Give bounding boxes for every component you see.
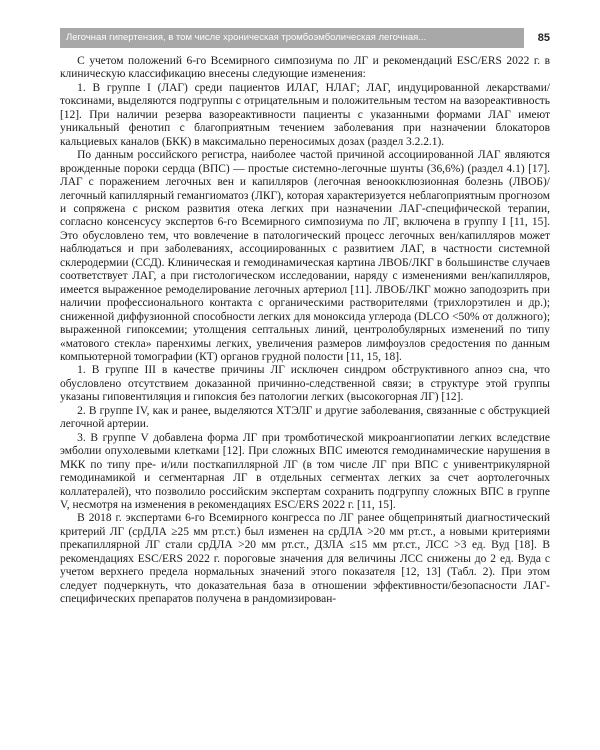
body-text <box>60 55 550 607</box>
paragraph: В 2018 г. экспертами 6-го Всемирного конгресса по ЛГ ранее общепринятый диагностический критерий ЛГ (срДЛА ≥25 мм рт.ст.) был изменен на срДЛА >20 мм рт.ст., а новыми критериями прекапиллярной ЛГ стали срДЛА >20 мм рт.ст., ДЗЛА ≤15 мм рт.ст., ЛСС >3 ед. Вуд [18]. В рекомендациях ESC/ERS 2022 г. пороговые значения для величины ЛСС снижены до 2 ед. Вуда с учетом верхнего предела нормальных значений этого показателя [12, 13] (Табл. 2). При этом следует подчеркнуть, что доказательная база в отношении эффективности/безопасности ЛАГ-специфических препаратов получена в рандомизирован- <box>60 512 550 606</box>
page-number: 85 <box>537 32 550 44</box>
paragraph: 2. В группе IV, как и ранее, выделяются ХТЭЛГ и другие заболевания, связанные с обструкцией легочной артерии. <box>60 404 550 431</box>
paragraph: 1. В группе III в качестве причины ЛГ исключен синдром обструктивного апноэ сна, что обусловлено отсутствием доказанной причинно-следственной связи; в структуре этой группы указаны гиповентиляция и гипоксия без патологии легких (высокогорная ЛГ) [12]. <box>60 364 550 404</box>
running-header: Легочная гипертензия, в том числе хроническая тромбоэмболическая легочная... <box>60 28 524 48</box>
paragraph: С учетом положений 6-го Всемирного симпозиума по ЛГ и рекомендаций ESC/ERS 2022 г. в клиническую классификацию внесены следующие изменения: <box>60 55 550 81</box>
paragraph: 3. В группе V добавлена форма ЛГ при тромботической микроангиопатии легких вследствие эмболии опухолевыми клетками [12]. При сложных ВПС имеются гемодинамические нарушения в МКК по типу пре- и/или посткапиллярной ЛГ (в том числе ЛГ при ВПС с унивентрикулярной гемодинамикой и сегментарная ЛГ в отдельных сегментах легких за счет аортолегочных коллатералей), что позволило российским экспертам сохранить подгруппу сложных ВПС в группе V, несмотря на изменения в рекомендациях ESC/ERS 2022 г. [11, 15]. <box>60 431 550 511</box>
paragraph: 1. В группе I (ЛАГ) среди пациентов ИЛАГ, НЛАГ; ЛАГ, индуцированной лекарствами/токсинами, выделяются подгруппы с отрицательным и положительным тестом на вазореактивность [12]. При наличии резерва вазореактивности пациенты с указанными формами ЛАГ имеют уникальный фенотип с благоприятным течением заболевания при назначении блокаторов кальциевых каналов (БКК) в максимально переносимых дозах (раздел 3.2.2.1). <box>60 81 550 148</box>
paragraph: По данным российского регистра, наиболее частой причиной ассоциированной ЛАГ являются врожденные пороки сердца (ВПС) — простые системно-легочные шунты (36,6%) (раздел 4.1) [17]. ЛАГ с поражением легочных вен и капилляров (легочная веноокклюзионная болезнь (ЛВОБ)/легочный капиллярный гемангиоматоз (ЛКГ), которая характеризуется неблагоприятным прогнозом и сопряжена с риском развития отека легких при назначении ЛАГ-специфической терапии, согласно консенсусу экспертов 6-го Всемирного симпозиума по ЛГ, включена в группу I [11, 15]. Это обусловлено тем, что вовлечение в патологический процесс легочных вен/капилляров может наблюдаться и при заболеваниях, ассоциированных с развитием ЛАГ, в частности системной склеродермии (ССД). Клиническая и гемодинамическая картина ЛВОБ/ЛКГ в большинстве случаев соответствует ЛАГ, а при гистологическом исследовании, наряду с изменениями вен/капилляров, имеется выраженное ремоделирование легочных артериол [11]. ЛВОБ/ЛКГ можно заподозрить при наличии профессионального контакта с органическими растворителями (трихлорэтилен и др.); сниженной диффузионной способности легких для моноксида углерода (DLCO <50% от должного); выраженной гипоксемии; утолщения септальных линий, центролобулярных изменений по типу «матового стекла» паренхимы легких, увеличения размеров лимфоузлов средостения по данным компьютерной томографии (КТ) органов грудной полости [11, 15, 18]. <box>60 149 550 363</box>
